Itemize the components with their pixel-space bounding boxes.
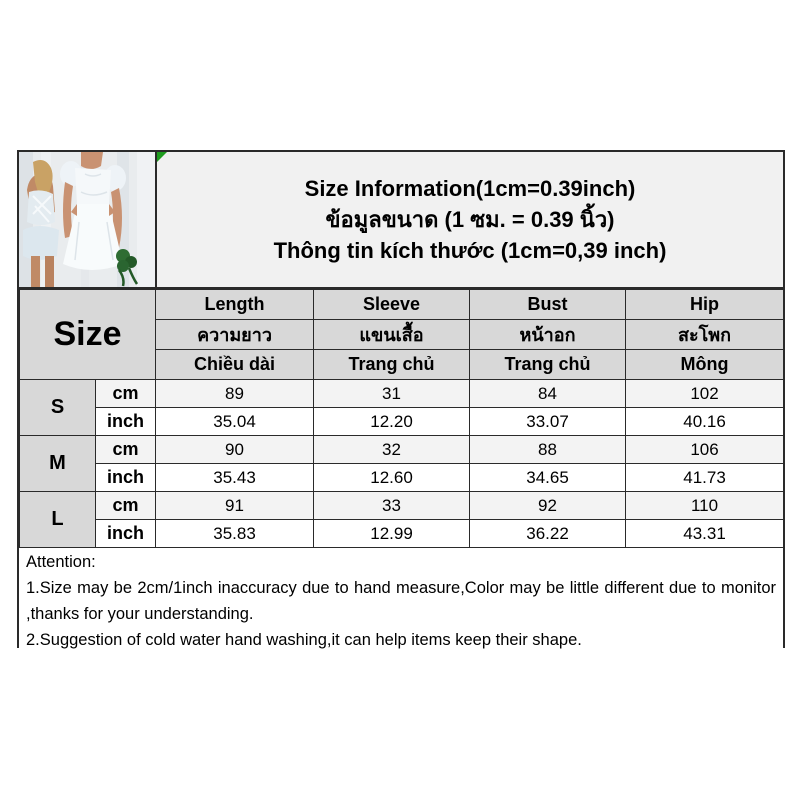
unit-label-cm: cm [96, 436, 156, 464]
size-corner-cell: Size [20, 290, 156, 380]
value-m-inch-hip: 41.73 [626, 464, 784, 492]
value-l-inch-sleeve: 12.99 [314, 520, 470, 548]
col-header-hip-th: สะโพก [626, 320, 784, 350]
size-info-header [157, 152, 783, 287]
col-header-hip-vi: Mông [626, 350, 784, 380]
value-l-cm-bust: 92 [470, 492, 626, 520]
col-header-bust: Bust [470, 290, 626, 320]
col-header-length-vi: Chiều dài [156, 350, 314, 380]
size-info-title-th: ข้อมูลขนาด (1 ซม. = 0.39 นิ้ว) [325, 207, 615, 232]
unit-label-inch: inch [96, 520, 156, 548]
top-row [19, 152, 783, 289]
table-row-s-cm [20, 380, 784, 408]
size-table [19, 289, 784, 548]
attention-section [19, 548, 783, 653]
size-info-title-vi: Thông tin kích thước (1cm=0,39 inch) [273, 238, 667, 263]
value-m-inch-sleeve: 12.60 [314, 464, 470, 492]
value-s-inch-bust: 33.07 [470, 408, 626, 436]
value-s-inch-sleeve: 12.20 [314, 408, 470, 436]
green-corner-flag-icon [157, 152, 167, 162]
col-header-bust-th: หน้าอก [470, 320, 626, 350]
column-header-row-en [20, 290, 784, 320]
value-l-cm-hip: 110 [626, 492, 784, 520]
value-l-cm-length: 91 [156, 492, 314, 520]
value-s-cm-length: 89 [156, 380, 314, 408]
value-m-inch-bust: 34.65 [470, 464, 626, 492]
value-m-cm-hip: 106 [626, 436, 784, 464]
product-photo-illustration [19, 152, 155, 287]
table-row-m-cm [20, 436, 784, 464]
col-header-hip: Hip [626, 290, 784, 320]
size-label-m: M [20, 436, 96, 492]
unit-label-inch: inch [96, 464, 156, 492]
model-neck [81, 152, 103, 169]
value-s-inch-hip: 40.16 [626, 408, 784, 436]
size-label-s: S [20, 380, 96, 436]
col-header-length-th: ความยาว [156, 320, 314, 350]
attention-note-1: 1.Size may be 2cm/1inch inaccuracy due to hand measure,Color may be little different due to monitor ,thanks for your understanding. [26, 579, 776, 623]
value-s-cm-hip: 102 [626, 380, 784, 408]
value-s-cm-bust: 84 [470, 380, 626, 408]
unit-label-inch: inch [96, 408, 156, 436]
table-row-l-inch [20, 520, 784, 548]
dress-bodice [75, 168, 111, 207]
col-header-sleeve-th: แขนเสื้อ [314, 320, 470, 350]
value-m-cm-bust: 88 [470, 436, 626, 464]
model-main [60, 152, 126, 270]
size-info-title-en: Size Information(1cm=0.39inch) [304, 176, 636, 201]
value-l-cm-sleeve: 33 [314, 492, 470, 520]
value-l-inch-hip: 43.31 [626, 520, 784, 548]
value-l-inch-length: 35.83 [156, 520, 314, 548]
col-header-length: Length [156, 290, 314, 320]
col-header-bust-vi: Trang chủ [470, 350, 626, 380]
value-m-inch-length: 35.43 [156, 464, 314, 492]
col-header-sleeve-vi: Trang chủ [314, 350, 470, 380]
unit-label-cm: cm [96, 380, 156, 408]
table-row-m-inch [20, 464, 784, 492]
size-chart-sheet [17, 150, 785, 648]
value-l-inch-bust: 36.22 [470, 520, 626, 548]
attention-note-2: 2.Suggestion of cold water hand washing,it can help items keep their shape. [26, 631, 582, 649]
value-s-inch-length: 35.04 [156, 408, 314, 436]
value-s-cm-sleeve: 31 [314, 380, 470, 408]
attention-heading: Attention: [26, 553, 96, 571]
table-row-s-inch [20, 408, 784, 436]
product-photo [19, 152, 157, 287]
value-m-cm-length: 90 [156, 436, 314, 464]
value-m-cm-sleeve: 32 [314, 436, 470, 464]
col-header-sleeve: Sleeve [314, 290, 470, 320]
unit-label-cm: cm [96, 492, 156, 520]
table-row-l-cm [20, 492, 784, 520]
size-label-l: L [20, 492, 96, 548]
